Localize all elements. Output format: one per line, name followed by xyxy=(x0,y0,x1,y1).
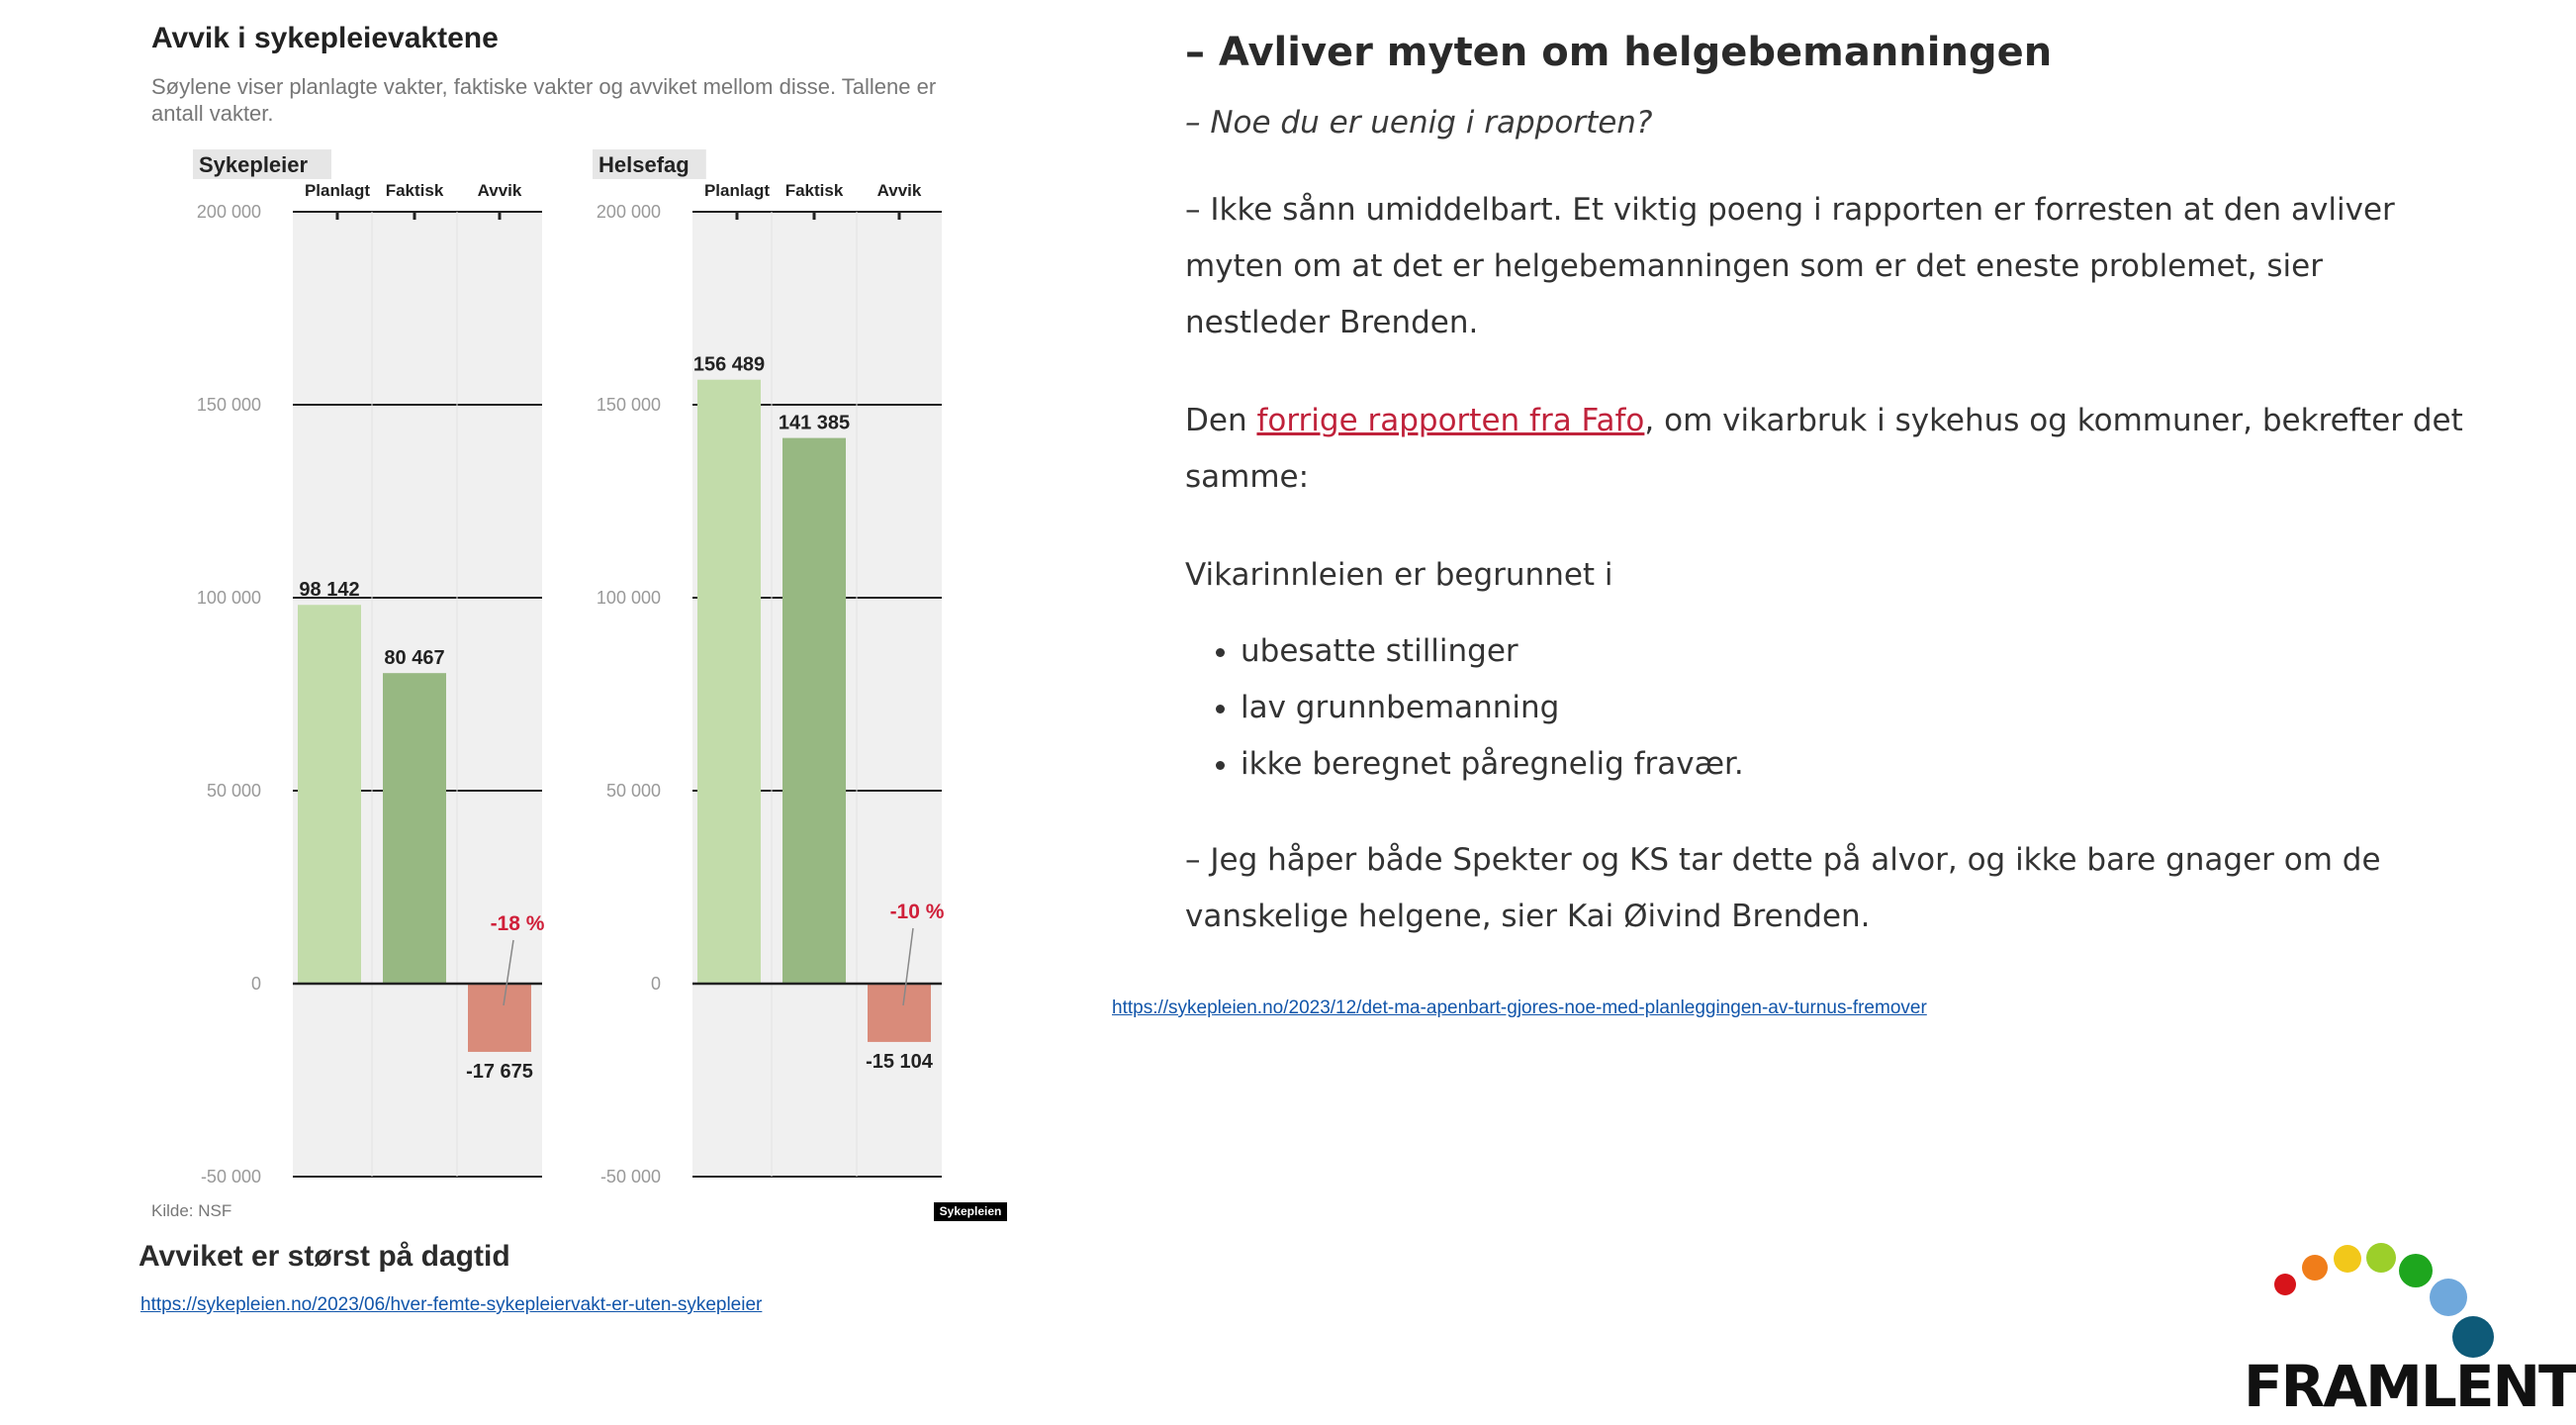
list-item: • ubesatte stillinger xyxy=(1241,623,2471,680)
y-tick-label: 0 xyxy=(650,974,661,994)
y-tick-label: 50 000 xyxy=(605,781,661,801)
chart-title: Avvik i sykepleievaktene xyxy=(151,22,499,54)
value-label: -17 675 xyxy=(466,1060,533,1083)
chart-source-link[interactable]: https://sykepleien.no/2023/06/hver-femte-sykepleiervakt-er-uten-sykepleier xyxy=(140,1294,763,1315)
y-tick-label: 200 000 xyxy=(596,202,661,222)
bar-chart xyxy=(0,0,1049,1227)
percent-label: -18 % xyxy=(490,912,545,935)
brand-badge: Sykepleien xyxy=(934,1202,1007,1221)
chart-caption: Avviket er størst på dagtid xyxy=(138,1240,510,1273)
framlent-logo-dots xyxy=(2255,1227,2523,1366)
logo-dot xyxy=(2399,1254,2433,1287)
logo-dot xyxy=(2334,1245,2361,1273)
article-paragraph: – Jeg håper både Spekter og KS tar dette på alvor, og ikke bare gnager om de vanskelige helgene, sier Kai Øivind Brenden. xyxy=(1185,842,2381,934)
article-paragraph: – Ikke sånn umiddelbart. Et viktig poeng i rapporten er forresten at den avliver myten om at det er helgebemanningen som er det eneste problemet, sier nestleder Brenden. xyxy=(1185,192,2395,340)
text: Den xyxy=(1185,403,1257,438)
panel-label: Helsefag xyxy=(598,152,690,177)
bar xyxy=(298,605,361,984)
bar xyxy=(468,984,531,1052)
framlent-logo-text: FRAMLENT xyxy=(2244,1353,2576,1420)
article xyxy=(1185,30,2471,987)
article-heading: – Avliver myten om helgebemanningen xyxy=(1185,30,2053,75)
y-tick-label: 100 000 xyxy=(196,588,261,608)
value-label: 156 489 xyxy=(692,353,766,376)
text: , om vikarbruk i sykehus og kommuner, bekrefter det samme: xyxy=(1185,403,2463,495)
reason-list xyxy=(1185,623,2471,793)
value-label: 98 142 xyxy=(299,579,360,602)
value-label: 80 467 xyxy=(384,647,445,670)
logo-dot xyxy=(2430,1279,2467,1316)
article-paragraph: Vikarinnleien er begrunnet i xyxy=(1185,557,1613,593)
article-paragraph xyxy=(1185,393,2471,506)
y-tick-label: 150 000 xyxy=(596,395,661,415)
percent-label: -10 % xyxy=(889,901,945,923)
y-tick-label: 0 xyxy=(250,974,261,994)
category-label: Avvik xyxy=(477,181,522,200)
y-tick-label: -50 000 xyxy=(599,1167,661,1187)
article-source-link[interactable]: https://sykepleien.no/2023/12/det-ma-apenbart-gjores-noe-med-planleggingen-av-turnus-fremover xyxy=(1112,998,1927,1018)
bar xyxy=(697,380,761,984)
category-label: Planlagt xyxy=(304,181,371,200)
value-label: 141 385 xyxy=(778,412,851,434)
y-tick-label: -50 000 xyxy=(200,1167,261,1187)
logo-dot xyxy=(2302,1255,2328,1281)
category-label: Avvik xyxy=(876,181,922,200)
logo-dot xyxy=(2274,1274,2296,1295)
bar xyxy=(868,984,931,1042)
chart-subtitle: Søylene viser planlagte vakter, faktiske vakter og avviket mellom disse. Tallene er antall vakter. xyxy=(151,74,937,126)
fafo-report-link[interactable]: forrige rapporten fra Fafo xyxy=(1256,403,1645,438)
chart-source: Kilde: NSF xyxy=(151,1201,232,1220)
list-item: • lav grunnbemanning xyxy=(1241,680,2471,736)
y-tick-label: 200 000 xyxy=(196,202,261,222)
y-tick-label: 50 000 xyxy=(206,781,261,801)
category-label: Planlagt xyxy=(703,181,771,200)
list-item: • ikke beregnet påregnelig fravær. xyxy=(1241,736,2471,793)
value-label: -15 104 xyxy=(866,1050,933,1073)
category-label: Faktisk xyxy=(385,181,444,200)
panel-label: Sykepleier xyxy=(199,152,309,177)
article-question: – Noe du er uenig i rapporten? xyxy=(1185,105,1653,141)
y-tick-label: 100 000 xyxy=(596,588,661,608)
bar xyxy=(383,673,446,984)
y-tick-label: 150 000 xyxy=(196,395,261,415)
bar xyxy=(782,438,846,984)
category-label: Faktisk xyxy=(784,181,844,200)
logo-dot xyxy=(2366,1243,2396,1273)
logo-dot xyxy=(2452,1316,2494,1358)
